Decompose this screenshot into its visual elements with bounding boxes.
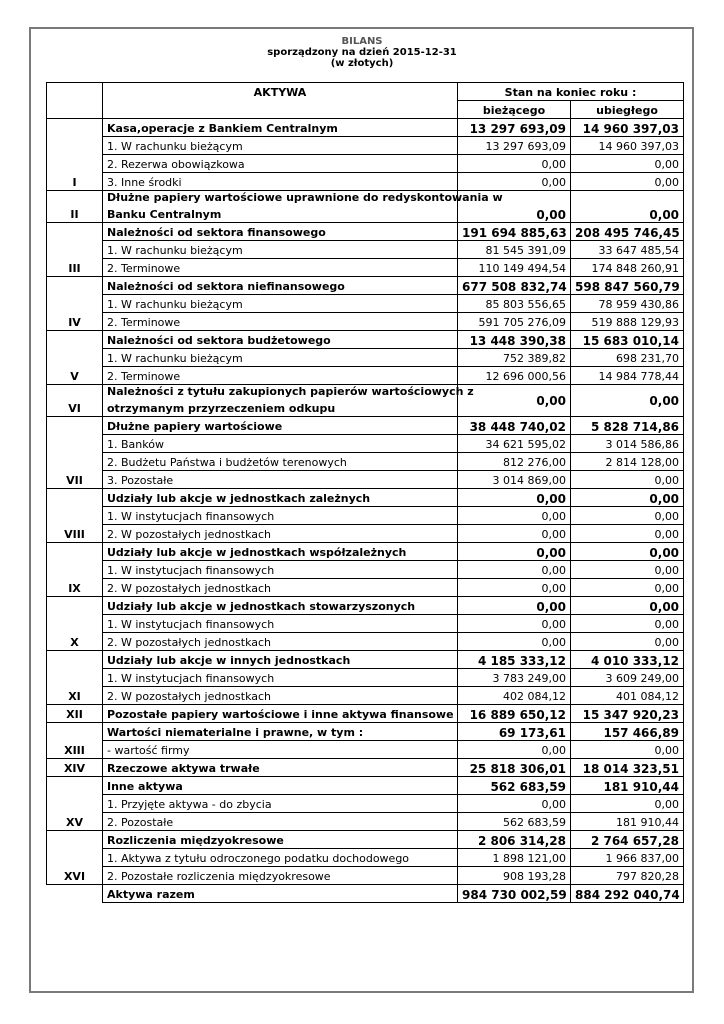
- header-current-cell: bieżącego: [458, 101, 571, 119]
- section-current-value: 0,00: [458, 489, 571, 507]
- section-roman-numeral: I: [47, 119, 103, 191]
- item-current-value: 13 297 693,09: [458, 137, 571, 155]
- item-label: 2. Pozostałe rozliczenia międzyokresowe: [103, 867, 458, 885]
- item-current-value: 908 193,28: [458, 867, 571, 885]
- item-current-value: 752 389,82: [458, 349, 571, 367]
- item-row: [47, 633, 684, 651]
- section-row: [47, 119, 684, 137]
- section-previous-value: 208 495 746,45: [571, 223, 684, 241]
- item-current-value: 0,00: [458, 173, 571, 191]
- item-label: 2. W pozostałych jednostkach: [103, 633, 458, 651]
- item-current-value: 3 783 249,00: [458, 669, 571, 687]
- section-previous-value: 18 014 323,51: [571, 759, 684, 777]
- item-row: [47, 241, 684, 259]
- item-label: 2. W pozostałych jednostkach: [103, 579, 458, 597]
- section-row: [47, 385, 684, 417]
- section-roman-numeral: VI: [47, 385, 103, 417]
- item-label: 2. Pozostałe: [103, 813, 458, 831]
- section-previous-value: 15 683 010,14: [571, 331, 684, 349]
- item-current-value: 85 803 556,65: [458, 295, 571, 313]
- section-row: [47, 651, 684, 669]
- section-previous-value: 0,00: [571, 191, 684, 223]
- section-label-line: Należności z tytułu zakupionych papierów wartościowych z: [107, 385, 474, 398]
- item-label: 1. Banków: [103, 435, 458, 453]
- section-roman-numeral: III: [47, 223, 103, 277]
- section-current-value: 13 448 390,38: [458, 331, 571, 349]
- section-previous-value: 157 466,89: [571, 723, 684, 741]
- section-current-value: 562 683,59: [458, 777, 571, 795]
- item-label: 2. W pozostałych jednostkach: [103, 525, 458, 543]
- item-label: 1. W instytucjach finansowych: [103, 507, 458, 525]
- item-row: [47, 741, 684, 759]
- item-label: 1. W instytucjach finansowych: [103, 561, 458, 579]
- item-row: [47, 259, 684, 277]
- item-row: [47, 579, 684, 597]
- item-current-value: 34 621 595,02: [458, 435, 571, 453]
- section-previous-value: 0,00: [571, 489, 684, 507]
- item-previous-value: 33 647 485,54: [571, 241, 684, 259]
- item-row: [47, 687, 684, 705]
- section-current-value: 13 297 693,09: [458, 119, 571, 137]
- item-label: 1. Aktywa z tytułu odroczonego podatku dochodowego: [103, 849, 458, 867]
- item-current-value: 0,00: [458, 633, 571, 651]
- item-previous-value: 0,00: [571, 525, 684, 543]
- item-current-value: 1 898 121,00: [458, 849, 571, 867]
- section-label: Udziały lub akcje w innych jednostkach: [103, 651, 458, 669]
- item-previous-value: 0,00: [571, 507, 684, 525]
- item-previous-value: 3 609 249,00: [571, 669, 684, 687]
- item-label: 2. Terminowe: [103, 367, 458, 385]
- item-previous-value: 0,00: [571, 173, 684, 191]
- header-label-cell: AKTYWA: [103, 83, 458, 119]
- item-row: [47, 367, 684, 385]
- section-current-value: 677 508 832,74: [458, 277, 571, 295]
- section-current-value: 16 889 650,12: [458, 705, 571, 723]
- item-row: [47, 313, 684, 331]
- item-label: 2. Rezerwa obowiązkowa: [103, 155, 458, 173]
- item-current-value: 0,00: [458, 507, 571, 525]
- total-current-value: 984 730 002,59: [458, 885, 571, 903]
- section-roman-numeral: XII: [47, 705, 103, 723]
- section-row: [47, 597, 684, 615]
- section-label: Kasa,operacje z Bankiem Centralnym: [103, 119, 458, 137]
- total-row: [47, 885, 684, 903]
- item-label: 3. Inne środki: [103, 173, 458, 191]
- section-label: Należności od sektora budżetowego: [103, 331, 458, 349]
- item-row: [47, 867, 684, 885]
- item-label: 3. Pozostałe: [103, 471, 458, 489]
- section-current-value: 0,00: [458, 385, 571, 417]
- document-unit: (w złotych): [330, 58, 394, 69]
- section-previous-value: 0,00: [571, 385, 684, 417]
- section-label: Wartości niematerialne i prawne, w tym :: [103, 723, 458, 741]
- item-row: [47, 561, 684, 579]
- header-previous-cell: ubiegłego: [571, 101, 684, 119]
- item-current-value: 0,00: [458, 615, 571, 633]
- section-current-value: 69 173,61: [458, 723, 571, 741]
- section-label-line: Banku Centralnym: [107, 208, 222, 221]
- section-label: Rozliczenia międzyokresowe: [103, 831, 458, 849]
- section-row: [47, 831, 684, 849]
- section-row: [47, 777, 684, 795]
- item-label: 2. W pozostałych jednostkach: [103, 687, 458, 705]
- item-row: [47, 155, 684, 173]
- section-previous-value: 0,00: [571, 597, 684, 615]
- section-roman-numeral: XIV: [47, 759, 103, 777]
- item-row: [47, 453, 684, 471]
- item-row: [47, 137, 684, 155]
- item-current-value: 0,00: [458, 155, 571, 173]
- item-current-value: 562 683,59: [458, 813, 571, 831]
- item-row: [47, 349, 684, 367]
- section-roman-numeral: XIII: [47, 723, 103, 759]
- section-roman-numeral: II: [47, 191, 103, 223]
- section-label: Udziały lub akcje w jednostkach zależnych: [103, 489, 458, 507]
- item-previous-value: 0,00: [571, 741, 684, 759]
- item-current-value: 3 014 869,00: [458, 471, 571, 489]
- item-previous-value: 0,00: [571, 633, 684, 651]
- item-label: 1. W rachunku bieżącym: [103, 295, 458, 313]
- section-current-value: 0,00: [458, 543, 571, 561]
- item-previous-value: 0,00: [571, 579, 684, 597]
- header-roman-cell: [47, 83, 103, 119]
- table-header-row: [47, 83, 684, 101]
- item-label: 1. Przyjęte aktywa - do zbycia: [103, 795, 458, 813]
- section-label: Pozostałe papiery wartościowe i inne aktywa finansowe: [103, 705, 458, 723]
- section-previous-value: 181 910,44: [571, 777, 684, 795]
- document-title: BILANS: [341, 36, 383, 47]
- item-previous-value: 0,00: [571, 615, 684, 633]
- item-previous-value: 3 014 586,86: [571, 435, 684, 453]
- item-previous-value: 0,00: [571, 471, 684, 489]
- item-row: [47, 525, 684, 543]
- section-roman-numeral: XV: [47, 777, 103, 831]
- item-row: [47, 813, 684, 831]
- total-label: Aktywa razem: [103, 885, 458, 903]
- item-previous-value: 78 959 430,86: [571, 295, 684, 313]
- item-current-value: 591 705 276,09: [458, 313, 571, 331]
- section-previous-value: 598 847 560,79: [571, 277, 684, 295]
- section-label: Inne aktywa: [103, 777, 458, 795]
- item-row: [47, 471, 684, 489]
- item-current-value: 81 545 391,09: [458, 241, 571, 259]
- section-roman-numeral: XVI: [47, 831, 103, 885]
- section-row: [47, 223, 684, 241]
- section-roman-numeral: V: [47, 331, 103, 385]
- item-current-value: 12 696 000,56: [458, 367, 571, 385]
- section-row: [47, 543, 684, 561]
- item-previous-value: 0,00: [571, 561, 684, 579]
- item-previous-value: 519 888 129,93: [571, 313, 684, 331]
- total-blank-cell: [47, 885, 103, 903]
- item-previous-value: 181 910,44: [571, 813, 684, 831]
- item-label: 1. W rachunku bieżącym: [103, 241, 458, 259]
- item-previous-value: 1 966 837,00: [571, 849, 684, 867]
- item-current-value: 0,00: [458, 561, 571, 579]
- item-row: [47, 795, 684, 813]
- item-previous-value: 14 960 397,03: [571, 137, 684, 155]
- total-previous-value: 884 292 040,74: [571, 885, 684, 903]
- item-row: [47, 669, 684, 687]
- section-current-value: 2 806 314,28: [458, 831, 571, 849]
- item-current-value: 0,00: [458, 579, 571, 597]
- item-label: 1. W instytucjach finansowych: [103, 669, 458, 687]
- section-roman-numeral: X: [47, 597, 103, 651]
- section-current-value: 0,00: [458, 191, 571, 223]
- item-row: [47, 615, 684, 633]
- item-previous-value: 174 848 260,91: [571, 259, 684, 277]
- section-row: [47, 489, 684, 507]
- section-previous-value: 0,00: [571, 543, 684, 561]
- item-previous-value: 797 820,28: [571, 867, 684, 885]
- item-row: [47, 295, 684, 313]
- item-label: 2. Budżetu Państwa i budżetów terenowych: [103, 453, 458, 471]
- header-group-cell: Stan na koniec roku :: [458, 83, 684, 101]
- item-current-value: 402 084,12: [458, 687, 571, 705]
- item-row: [47, 435, 684, 453]
- section-previous-value: 15 347 920,23: [571, 705, 684, 723]
- item-row: [47, 507, 684, 525]
- item-previous-value: 14 984 778,44: [571, 367, 684, 385]
- item-label: 2. Terminowe: [103, 259, 458, 277]
- section-roman-numeral: IX: [47, 543, 103, 597]
- item-label: 1. W instytucjach finansowych: [103, 615, 458, 633]
- section-label-line: otrzymanym przyrzeczeniem odkupu: [107, 402, 336, 415]
- item-current-value: 0,00: [458, 525, 571, 543]
- item-label: - wartość firmy: [103, 741, 458, 759]
- section-label-line: Dłużne papiery wartościowe uprawnione do redyskontowania w: [107, 191, 503, 204]
- section-current-value: 0,00: [458, 597, 571, 615]
- item-previous-value: 698 231,70: [571, 349, 684, 367]
- item-current-value: 0,00: [458, 741, 571, 759]
- section-current-value: 38 448 740,02: [458, 417, 571, 435]
- item-previous-value: 0,00: [571, 795, 684, 813]
- item-current-value: 812 276,00: [458, 453, 571, 471]
- section-label: [103, 191, 503, 223]
- section-previous-value: 14 960 397,03: [571, 119, 684, 137]
- section-row: [47, 723, 684, 741]
- section-label: [103, 385, 474, 417]
- section-previous-value: 4 010 333,12: [571, 651, 684, 669]
- section-previous-value: 5 828 714,86: [571, 417, 684, 435]
- section-label: Rzeczowe aktywa trwałe: [103, 759, 458, 777]
- section-roman-numeral: VII: [47, 417, 103, 489]
- section-label: Udziały lub akcje w jednostkach stowarzyszonych: [103, 597, 458, 615]
- section-row: [47, 277, 684, 295]
- item-previous-value: 2 814 128,00: [571, 453, 684, 471]
- item-current-value: 110 149 494,54: [458, 259, 571, 277]
- section-roman-numeral: XI: [47, 651, 103, 705]
- section-label: Należności od sektora finansowego: [103, 223, 458, 241]
- section-label: Udziały lub akcje w jednostkach współzależnych: [103, 543, 458, 561]
- section-current-value: 191 694 885,63: [458, 223, 571, 241]
- item-label: 1. W rachunku bieżącym: [103, 349, 458, 367]
- section-current-value: 25 818 306,01: [458, 759, 571, 777]
- section-label: Należności od sektora niefinansowego: [103, 277, 458, 295]
- item-label: 1. W rachunku bieżącym: [103, 137, 458, 155]
- section-row: [47, 759, 684, 777]
- section-row: [47, 191, 684, 223]
- item-row: [47, 849, 684, 867]
- section-previous-value: 2 764 657,28: [571, 831, 684, 849]
- balance-sheet-table: [46, 82, 684, 903]
- section-row: [47, 417, 684, 435]
- item-row: [47, 173, 684, 191]
- section-row: [47, 331, 684, 349]
- section-roman-numeral: IV: [47, 277, 103, 331]
- document-subtitle: sporządzony na dzień 2015-12-31: [267, 47, 457, 58]
- item-label: 2. Terminowe: [103, 313, 458, 331]
- item-previous-value: 0,00: [571, 155, 684, 173]
- section-label: Dłużne papiery wartościowe: [103, 417, 458, 435]
- section-roman-numeral: VIII: [47, 489, 103, 543]
- item-previous-value: 401 084,12: [571, 687, 684, 705]
- item-current-value: 0,00: [458, 795, 571, 813]
- section-current-value: 4 185 333,12: [458, 651, 571, 669]
- section-row: [47, 705, 684, 723]
